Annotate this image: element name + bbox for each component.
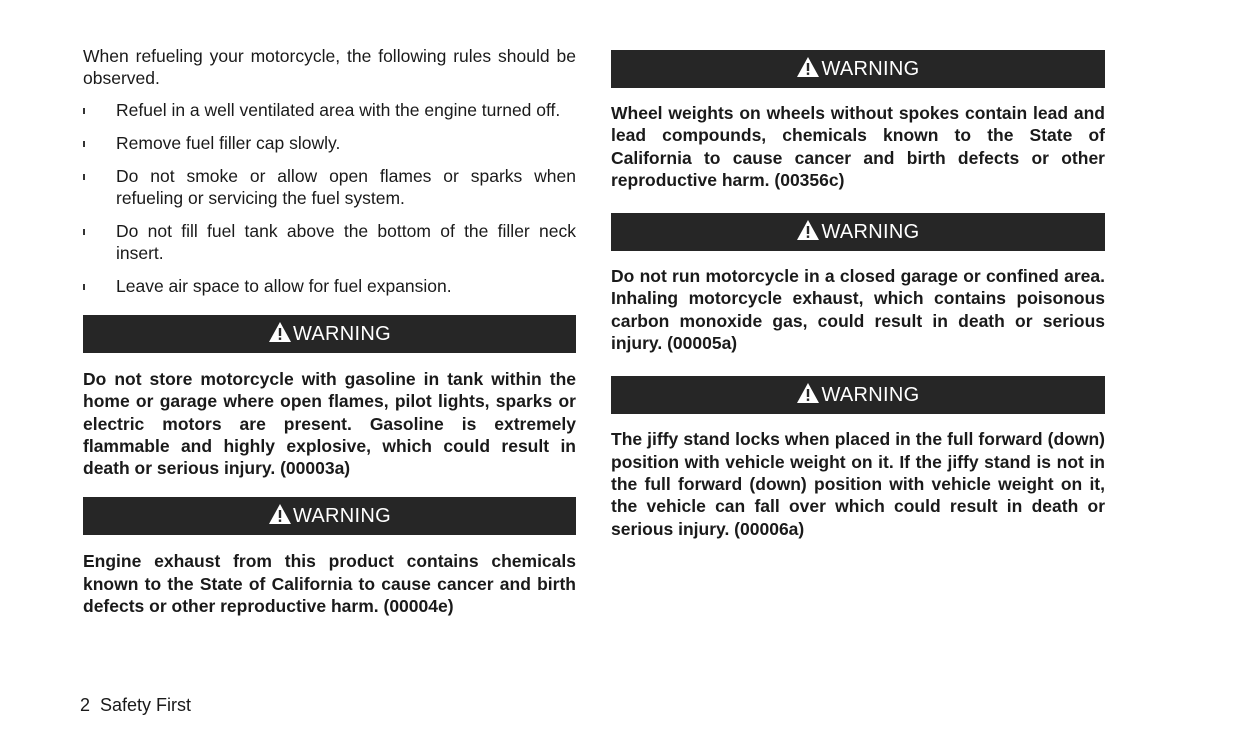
warning-text: Wheel weights on wheels without spokes contain lead and lead compounds, chemicals known to the State of California to cause cancer and birth defects or other reproductive harm. (00356c) bbox=[611, 103, 1105, 190]
warning-triangle-icon bbox=[796, 219, 820, 241]
warning-text: Do not run motorcycle in a closed garage or confined area. Inhaling motorcycle exhaust, which contains poisonous carbon monoxide gas, could result in death or serious injury. (00005a) bbox=[611, 266, 1105, 354]
warning-text: Engine exhaust from this product contains chemicals known to the State of California to cause cancer and birth defects or other reproductive harm. (00004e) bbox=[83, 551, 576, 617]
page-footer bbox=[80, 695, 191, 716]
warning-label: WARNING bbox=[821, 57, 920, 80]
warning-text: Do not store motorcycle with gasoline in tank within the home or garage where open flames, pilot lights, sparks or electric motors are present. Gasoline is extremely flammable and highly explosive, which could result in death or serious injury. (00003a) bbox=[83, 369, 576, 479]
warning-label: WARNING bbox=[292, 322, 392, 345]
bullet-icon bbox=[83, 229, 85, 235]
right-column bbox=[611, 50, 1105, 540]
warning-label: WARNING bbox=[821, 383, 920, 406]
bullet-icon bbox=[83, 174, 85, 180]
warning-triangle-icon bbox=[268, 321, 292, 343]
list-item: Do not smoke or allow open flames or sparks when refueling or servicing the fuel system. bbox=[83, 165, 576, 209]
warning-triangle-icon bbox=[796, 382, 820, 404]
bullet-icon bbox=[83, 108, 85, 114]
left-column bbox=[83, 45, 576, 617]
bullet-icon bbox=[83, 284, 85, 290]
list-item: Leave air space to allow for fuel expansion. bbox=[83, 275, 576, 297]
warning-banner bbox=[611, 213, 1105, 251]
warning-banner bbox=[83, 315, 576, 353]
refuel-rules-list bbox=[83, 99, 576, 297]
warning-triangle-icon bbox=[268, 503, 292, 525]
list-item: Refuel in a well ventilated area with the engine turned off. bbox=[83, 99, 576, 121]
page-number: 2 bbox=[80, 695, 91, 715]
warning-triangle-icon bbox=[796, 56, 820, 78]
list-item: Remove fuel filler cap slowly. bbox=[83, 132, 576, 154]
warning-banner bbox=[611, 376, 1105, 414]
section-title: Safety First bbox=[100, 695, 192, 715]
warning-banner bbox=[611, 50, 1105, 88]
warning-banner bbox=[83, 497, 576, 535]
warning-label: WARNING bbox=[292, 504, 392, 527]
list-item: Do not fill fuel tank above the bottom of the filler neck insert. bbox=[83, 220, 576, 264]
bullet-icon bbox=[83, 141, 85, 147]
warning-label: WARNING bbox=[821, 220, 920, 243]
intro-paragraph: When refueling your motorcycle, the following rules should be observed. bbox=[83, 46, 576, 88]
warning-text: The jiffy stand locks when placed in the full forward (down) position with vehicle weight on it. If the jiffy stand is not in the full forward (down) position with vehicle weight on it, the vehicle can fall over which could result in death or serious injury. (00006a) bbox=[611, 429, 1105, 539]
